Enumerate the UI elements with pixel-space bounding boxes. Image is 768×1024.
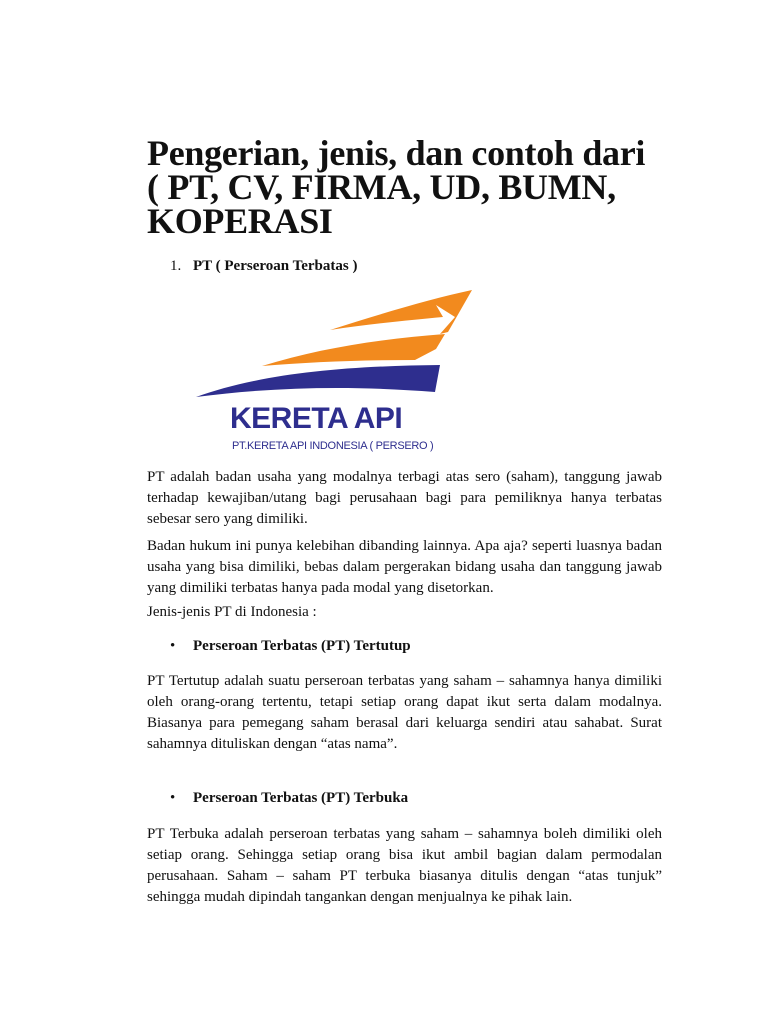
type-heading-row (147, 636, 662, 657)
paragraph-pt-terbuka: PT Terbuka adalah perseroan terbatas yang saham – sahamnya boleh dimiliki oleh setiap orang. Sehingga setiap orang bisa ikut ambil bagian dalam permodalan perusahaan. Saham – saham PT terbuka biasanya ditulis dengan “atas tunjuk” sehingga mudah dipindah tangankan dengan menjualnya ke pihak lain. (147, 826, 662, 905)
heading-pt-tertutup: Perseroan Terbatas (PT) Tertutup (193, 638, 411, 654)
paragraph-advantages: Badan hukum ini punya kelebihan dibanding lainnya. Apa aja? seperti luasnya badan usaha yang bisa dimiliki, bebas dalam pergerakan bidang usaha dan tanggung jawab yang dimiliki terbatas hanya pada modal yang disetorkan. (147, 538, 662, 596)
logo-subtitle: PT.KERETA API INDONESIA ( PERSERO ) (232, 440, 434, 452)
bullet-icon: • (170, 638, 176, 654)
paragraph-definition: PT adalah badan usaha yang modalnya terbagi atas sero (saham), tanggung jawab terhadap kewajiban/utang bagi perusahaan bagi para pemiliknya hanya terbatas sebesar sero yang dimiliki. (147, 469, 662, 527)
type-heading-row (147, 788, 662, 809)
paragraph-pt-tertutup: PT Tertutup adalah suatu perseroan terbatas yang saham – sahamnya hanya dimiliki oleh orang-orang tertentu, tetapi setiap orang dapat ikut serta dalam modalnya. Biasanya para pemegang saham berasal dari keluarga sendiri atau sahabat. Surat sahamnya dituliskan dengan “atas nama”. (147, 673, 662, 752)
section-heading-pt: PT ( Perseroan Terbatas ) (193, 258, 358, 274)
section-heading-row (147, 256, 662, 277)
logo-wordmark: KERETA API (230, 402, 403, 435)
bullet-icon: • (170, 790, 176, 806)
logo-orange-stripe-top (330, 290, 472, 334)
paragraph-types-intro: Jenis-jenis PT di Indonesia : (147, 604, 317, 620)
document-title: Pengerian, jenis, dan contoh dari ( PT, CV, FIRMA, UD, BUMN, KOPERASI (147, 133, 646, 241)
list-number: 1. (170, 258, 182, 274)
logo-orange-stripe-middle (262, 334, 445, 366)
logo-block (147, 284, 662, 467)
document-page (147, 133, 662, 908)
logo-blue-stripe (196, 365, 440, 397)
heading-pt-terbuka: Perseroan Terbatas (PT) Terbuka (193, 790, 409, 806)
